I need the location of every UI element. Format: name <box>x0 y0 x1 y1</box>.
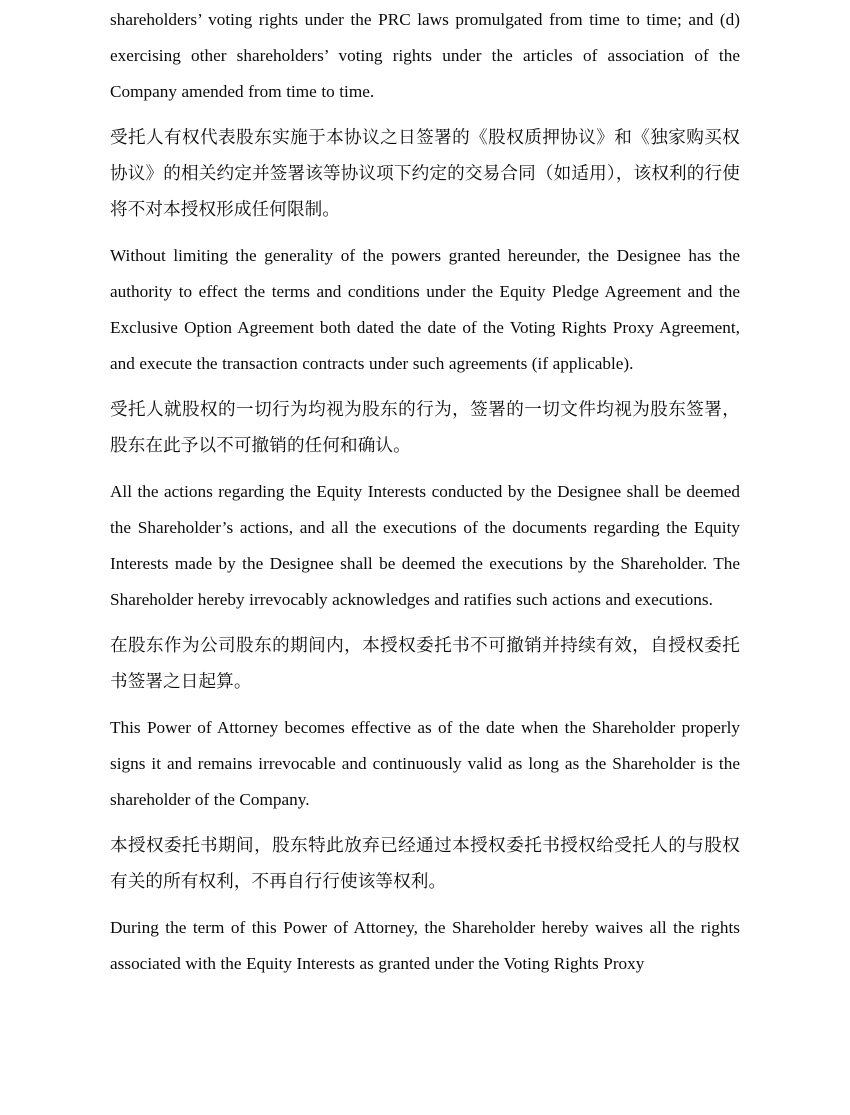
paragraph-en-3: All the actions regarding the Equity Interests conducted by the Designee shall be deemed the Shareholder’s actions, and all the executions of the documents regarding the Equity Interests made by the Designee shall be deemed the executions by the Shareholder. The Shareholder hereby irrevocably acknowledges and ratifies such actions and executions. <box>110 482 740 609</box>
document-body <box>110 2 740 982</box>
paragraph-en-1: shareholders’ voting rights under the PRC laws promulgated from time to time; and (d) exercising other shareholders’ voting rights under the articles of association of the Company amended from time to time. <box>110 10 740 101</box>
paragraph-zh-2: 受托人就股权的一切行为均视为股东的行为，签署的一切文件均视为股东签署，股东在此予以不可撤销的任何和确认。 <box>110 400 740 456</box>
paragraph-en-4: This Power of Attorney becomes effective as of the date when the Shareholder properly signs it and remains irrevocable and continuously valid as long as the Shareholder is the shareholder of the Company. <box>110 718 740 809</box>
paragraph-zh-4: 本授权委托书期间，股东特此放弃已经通过本授权委托书授权给受托人的与股权有关的所有权利，不再自行行使该等权利。 <box>110 836 740 892</box>
paragraph-zh-3: 在股东作为公司股东的期间内，本授权委托书不可撤销并持续有效，自授权委托书签署之日起算。 <box>110 636 740 692</box>
paragraph-zh-1: 受托人有权代表股东实施于本协议之日签署的《股权质押协议》和《独家购买权协议》的相关约定并签署该等协议项下约定的交易合同（如适用），该权利的行使将不对本授权形成任何限制。 <box>110 128 740 220</box>
paragraph-en-2: Without limiting the generality of the powers granted hereunder, the Designee has the authority to effect the terms and conditions under the Equity Pledge Agreement and the Exclusive Option Agreement both dated the date of the Voting Rights Proxy Agreement, and execute the transaction contracts under such agreements (if applicable). <box>110 246 740 373</box>
paragraph-en-5: During the term of this Power of Attorney, the Shareholder hereby waives all the rights associated with the Equity Interests as granted under the Voting Rights Proxy <box>110 918 740 973</box>
